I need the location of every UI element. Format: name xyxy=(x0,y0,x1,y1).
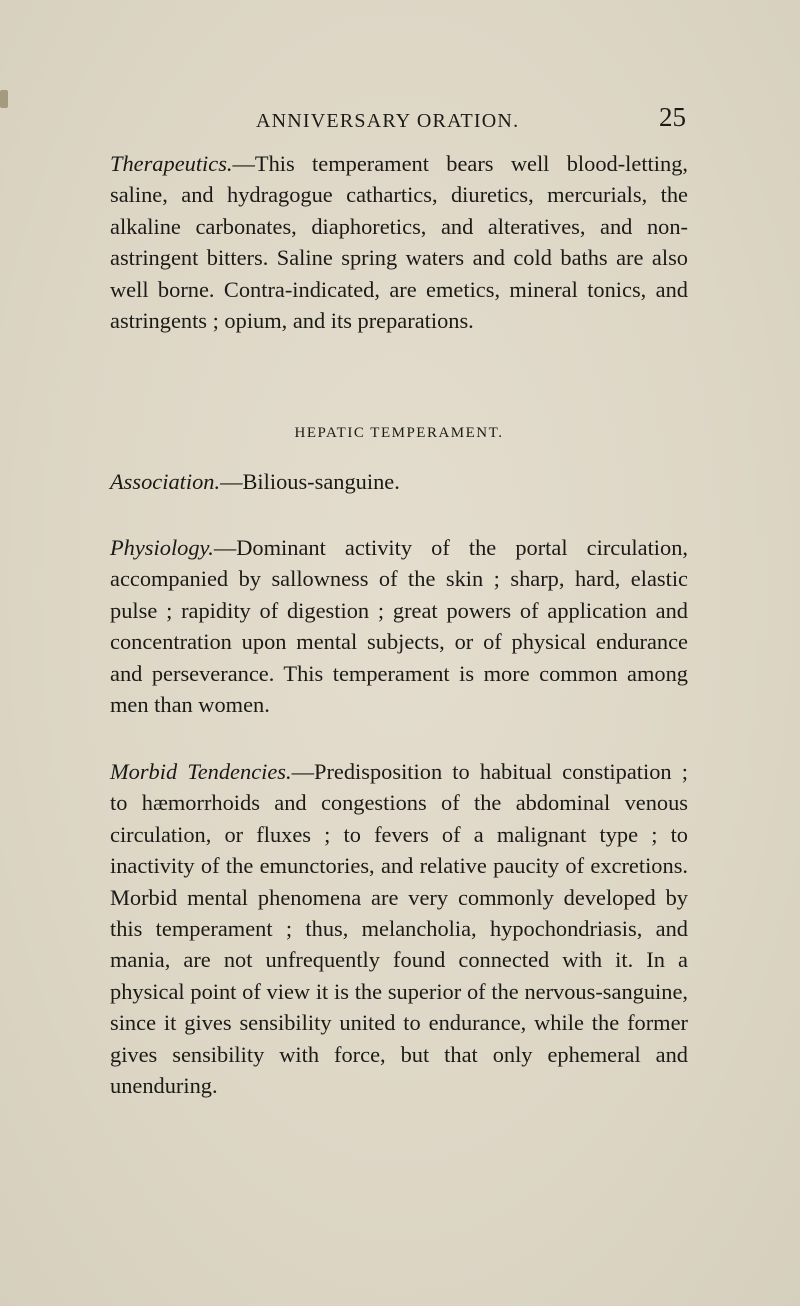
therapeutics-paragraph xyxy=(110,148,688,336)
morbid-tendencies-paragraph xyxy=(110,756,688,1101)
association-lead: Association. xyxy=(110,469,221,494)
running-title: ANNIVERSARY ORATION. xyxy=(256,110,520,132)
physiology-paragraph xyxy=(110,532,688,720)
physiology-lead: Physiology. xyxy=(110,535,214,560)
morbid-tendencies-text: —Predisposition to habitual constipation ; to hæmorrhoids and congestions of the abdominal venous circulation, or fluxes ; to fevers of a malignant type ; to inactivity of the emunctories, and relative paucity of excretions. Morbid mental phenomena are very commonly developed by this temperament ; thus, melancholia, hypochondriasis, and mania, are not unfrequently found connected with it. In a physical point of view it is the superior of the nervous-sanguine, since it gives sensibility united to endurance, while the former gives sensibility with force, but that only ephemeral and unenduring. xyxy=(110,759,688,1099)
therapeutics-text: —This temperament bears well blood-letting, saline, and hydragogue cathartics, diuretics, mercurials, the alkaline carbonates, diaphoretics, and alteratives, and non-astringent bitters. Saline spring waters and cold baths are also well borne. Contra-indicated, are emetics, mineral tonics, and astringents ; opium, and its preparations. xyxy=(110,151,688,334)
running-head xyxy=(256,102,686,140)
association-paragraph xyxy=(110,466,688,497)
therapeutics-lead: Therapeutics. xyxy=(110,151,233,176)
morbid-tendencies-lead: Morbid Tendencies. xyxy=(110,759,292,784)
physiology-text: —Dominant activity of the portal circulation, accompanied by sallowness of the skin ; sharp, hard, elastic pulse ; rapidity of digestion ; great powers of application and concentration upon mental subjects, or of physical endurance and perseverance. This temperament is more common among men than women. xyxy=(110,535,688,718)
page-number: 25 xyxy=(659,102,686,132)
association-text: —Bilious-sanguine. xyxy=(220,469,400,494)
section-heading: HEPATIC TEMPERAMENT. xyxy=(294,425,504,441)
page-edge-mark xyxy=(0,90,8,108)
